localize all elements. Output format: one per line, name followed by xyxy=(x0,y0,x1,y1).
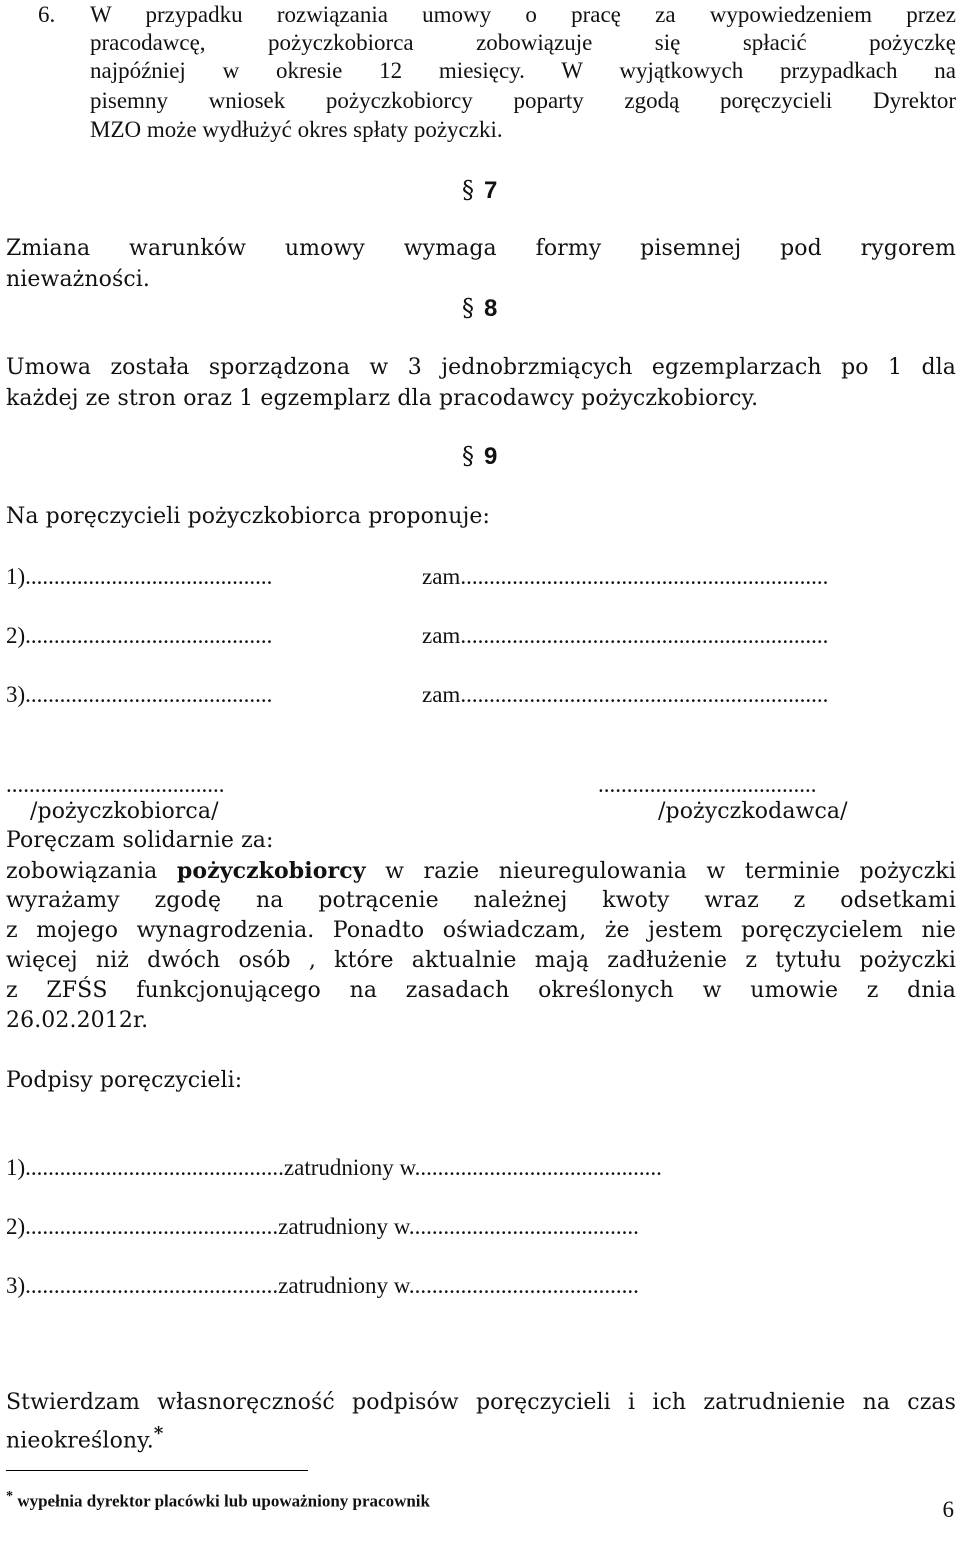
row-number: 1) xyxy=(6,1155,26,1180)
footnote-divider xyxy=(6,1470,308,1471)
guarantor-slot-3 xyxy=(6,680,272,710)
guarantor-signature-row-1 xyxy=(6,1153,662,1183)
footnote xyxy=(6,1488,430,1512)
section-number: 7 xyxy=(484,177,498,204)
item6-line-3: najpóźniej w okresie 12 miesięcy. W wyjątkowych przypadkach na xyxy=(90,58,956,83)
signature-dots: ............................................ xyxy=(25,1214,279,1239)
employed-label: zatrudniony w xyxy=(283,1155,415,1180)
guarantee-line-1 xyxy=(6,856,956,887)
borrower-signature-dots: ...................................... xyxy=(6,772,225,797)
address-field-dots: ................................................................ xyxy=(460,623,829,648)
section8-line-2: każdej ze stron oraz 1 egzemplarz dla pracodawcy pożyczkobiorcy. xyxy=(6,386,759,411)
row-number: 3) xyxy=(6,1273,26,1298)
guarantor-signature-row-2 xyxy=(6,1212,639,1242)
guarantor-slot-1-address xyxy=(422,562,828,592)
section-sign: § xyxy=(462,442,474,470)
employer-dots: ........................................ xyxy=(408,1214,639,1239)
address-field-dots: ................................................................ xyxy=(460,564,829,589)
section7-line-2: nieważności. xyxy=(6,267,151,292)
lender-signature-dots: ...................................... xyxy=(598,772,817,797)
slot-number: 2) xyxy=(6,623,26,648)
employer-dots: ........................................... xyxy=(414,1155,662,1180)
zam-label: zam xyxy=(422,623,461,648)
item6-line-5: MZO może wydłużyć okres spłaty pożyczki. xyxy=(90,117,503,142)
confirmation-line-1: Stwierdzam własnoręczność podpisów poręczycieli i ich zatrudnienie na czas xyxy=(6,1390,956,1415)
guarantor-signatures-heading: Podpisy poręczycieli: xyxy=(6,1068,243,1093)
guarantor-signature-row-3 xyxy=(6,1271,639,1301)
confirmation-text: nieokreślony. xyxy=(6,1428,154,1454)
slot-number: 1) xyxy=(6,564,26,589)
borrower-emphasis: pożyczkobiorcy xyxy=(176,858,366,884)
zam-label: zam xyxy=(422,682,461,707)
section-number: 8 xyxy=(484,295,498,322)
employer-dots: ........................................ xyxy=(408,1273,639,1298)
section9-intro: Na poręczycieli pożyczkobiorca proponuje: xyxy=(6,504,491,529)
zam-label: zam xyxy=(422,564,461,589)
address-field-dots: ................................................................ xyxy=(460,682,829,707)
name-field-dots: ........................................... xyxy=(25,564,273,589)
guarantee-line-4: więcej niż dwóch osób , które aktualnie mają zadłużenie z tytułu pożyczki xyxy=(6,948,956,973)
page-number: 6 xyxy=(942,1497,954,1522)
item-number: 6. xyxy=(38,2,56,27)
row-number: 2) xyxy=(6,1214,26,1239)
item6-line-1: W przypadku rozwiązania umowy o pracę za wypowiedzeniem przez xyxy=(90,2,956,27)
guarantee-line-6: 26.02.2012r. xyxy=(6,1008,149,1033)
employed-label: zatrudniony w xyxy=(278,1214,409,1239)
confirmation-line-2 xyxy=(6,1419,163,1456)
guarantee-line-2: wyrażamy zgodę na potrącenie należnej kwoty wraz z odsetkami xyxy=(6,888,956,913)
signature-dots: ............................................. xyxy=(25,1155,284,1180)
guarantee-text: w razie nieuregulowania w terminie pożyczki xyxy=(385,859,956,884)
employed-label: zatrudniony w xyxy=(278,1273,409,1298)
name-field-dots: ........................................... xyxy=(25,623,273,648)
guarantor-slot-2-address xyxy=(422,621,828,651)
lender-signature-label: /pożyczkodawca/ xyxy=(658,799,848,824)
section7-line-1: Zmiana warunków umowy wymaga formy pisemnej pod rygorem xyxy=(6,236,956,261)
footnote-marker: * xyxy=(153,1423,164,1444)
signature-dots: ............................................ xyxy=(25,1273,279,1298)
section-sign: § xyxy=(462,176,474,204)
footnote-marker: * xyxy=(6,1488,14,1504)
section-heading-9 xyxy=(462,442,497,471)
guarantor-slot-1 xyxy=(6,562,272,592)
section8-line-1: Umowa została sporządzona w 3 jednobrzmiących egzemplarzach po 1 dla xyxy=(6,355,956,380)
section-number: 9 xyxy=(484,443,498,470)
item6-line-2: pracodawcę, pożyczkobiorca zobowiązuje się spłacić pożyczkę xyxy=(90,30,956,55)
footnote-text: wypełnia dyrektor placówki lub upoważniony pracownik xyxy=(17,1491,430,1511)
name-field-dots: ........................................... xyxy=(25,682,273,707)
guarantee-text: zobowiązania xyxy=(6,859,158,884)
section-heading-8 xyxy=(462,294,497,323)
guarantor-slot-2 xyxy=(6,621,272,651)
section-heading-7 xyxy=(462,176,497,205)
guarantor-slot-3-address xyxy=(422,680,828,710)
guarantee-heading: Poręczam solidarnie za: xyxy=(6,828,274,853)
slot-number: 3) xyxy=(6,682,26,707)
item6-line-4: pisemny wniosek pożyczkobiorcy poparty zgodą poręczycieli Dyrektor xyxy=(90,88,956,113)
guarantee-line-3: z mojego wynagrodzenia. Ponadto oświadczam, że jestem poręczycielem nie xyxy=(6,918,956,943)
borrower-signature-label: /pożyczkobiorca/ xyxy=(30,799,219,824)
guarantee-line-5: z ZFŚS funkcjonującego na zasadach określonych w umowie z dnia xyxy=(6,978,956,1003)
section-sign: § xyxy=(462,294,474,322)
